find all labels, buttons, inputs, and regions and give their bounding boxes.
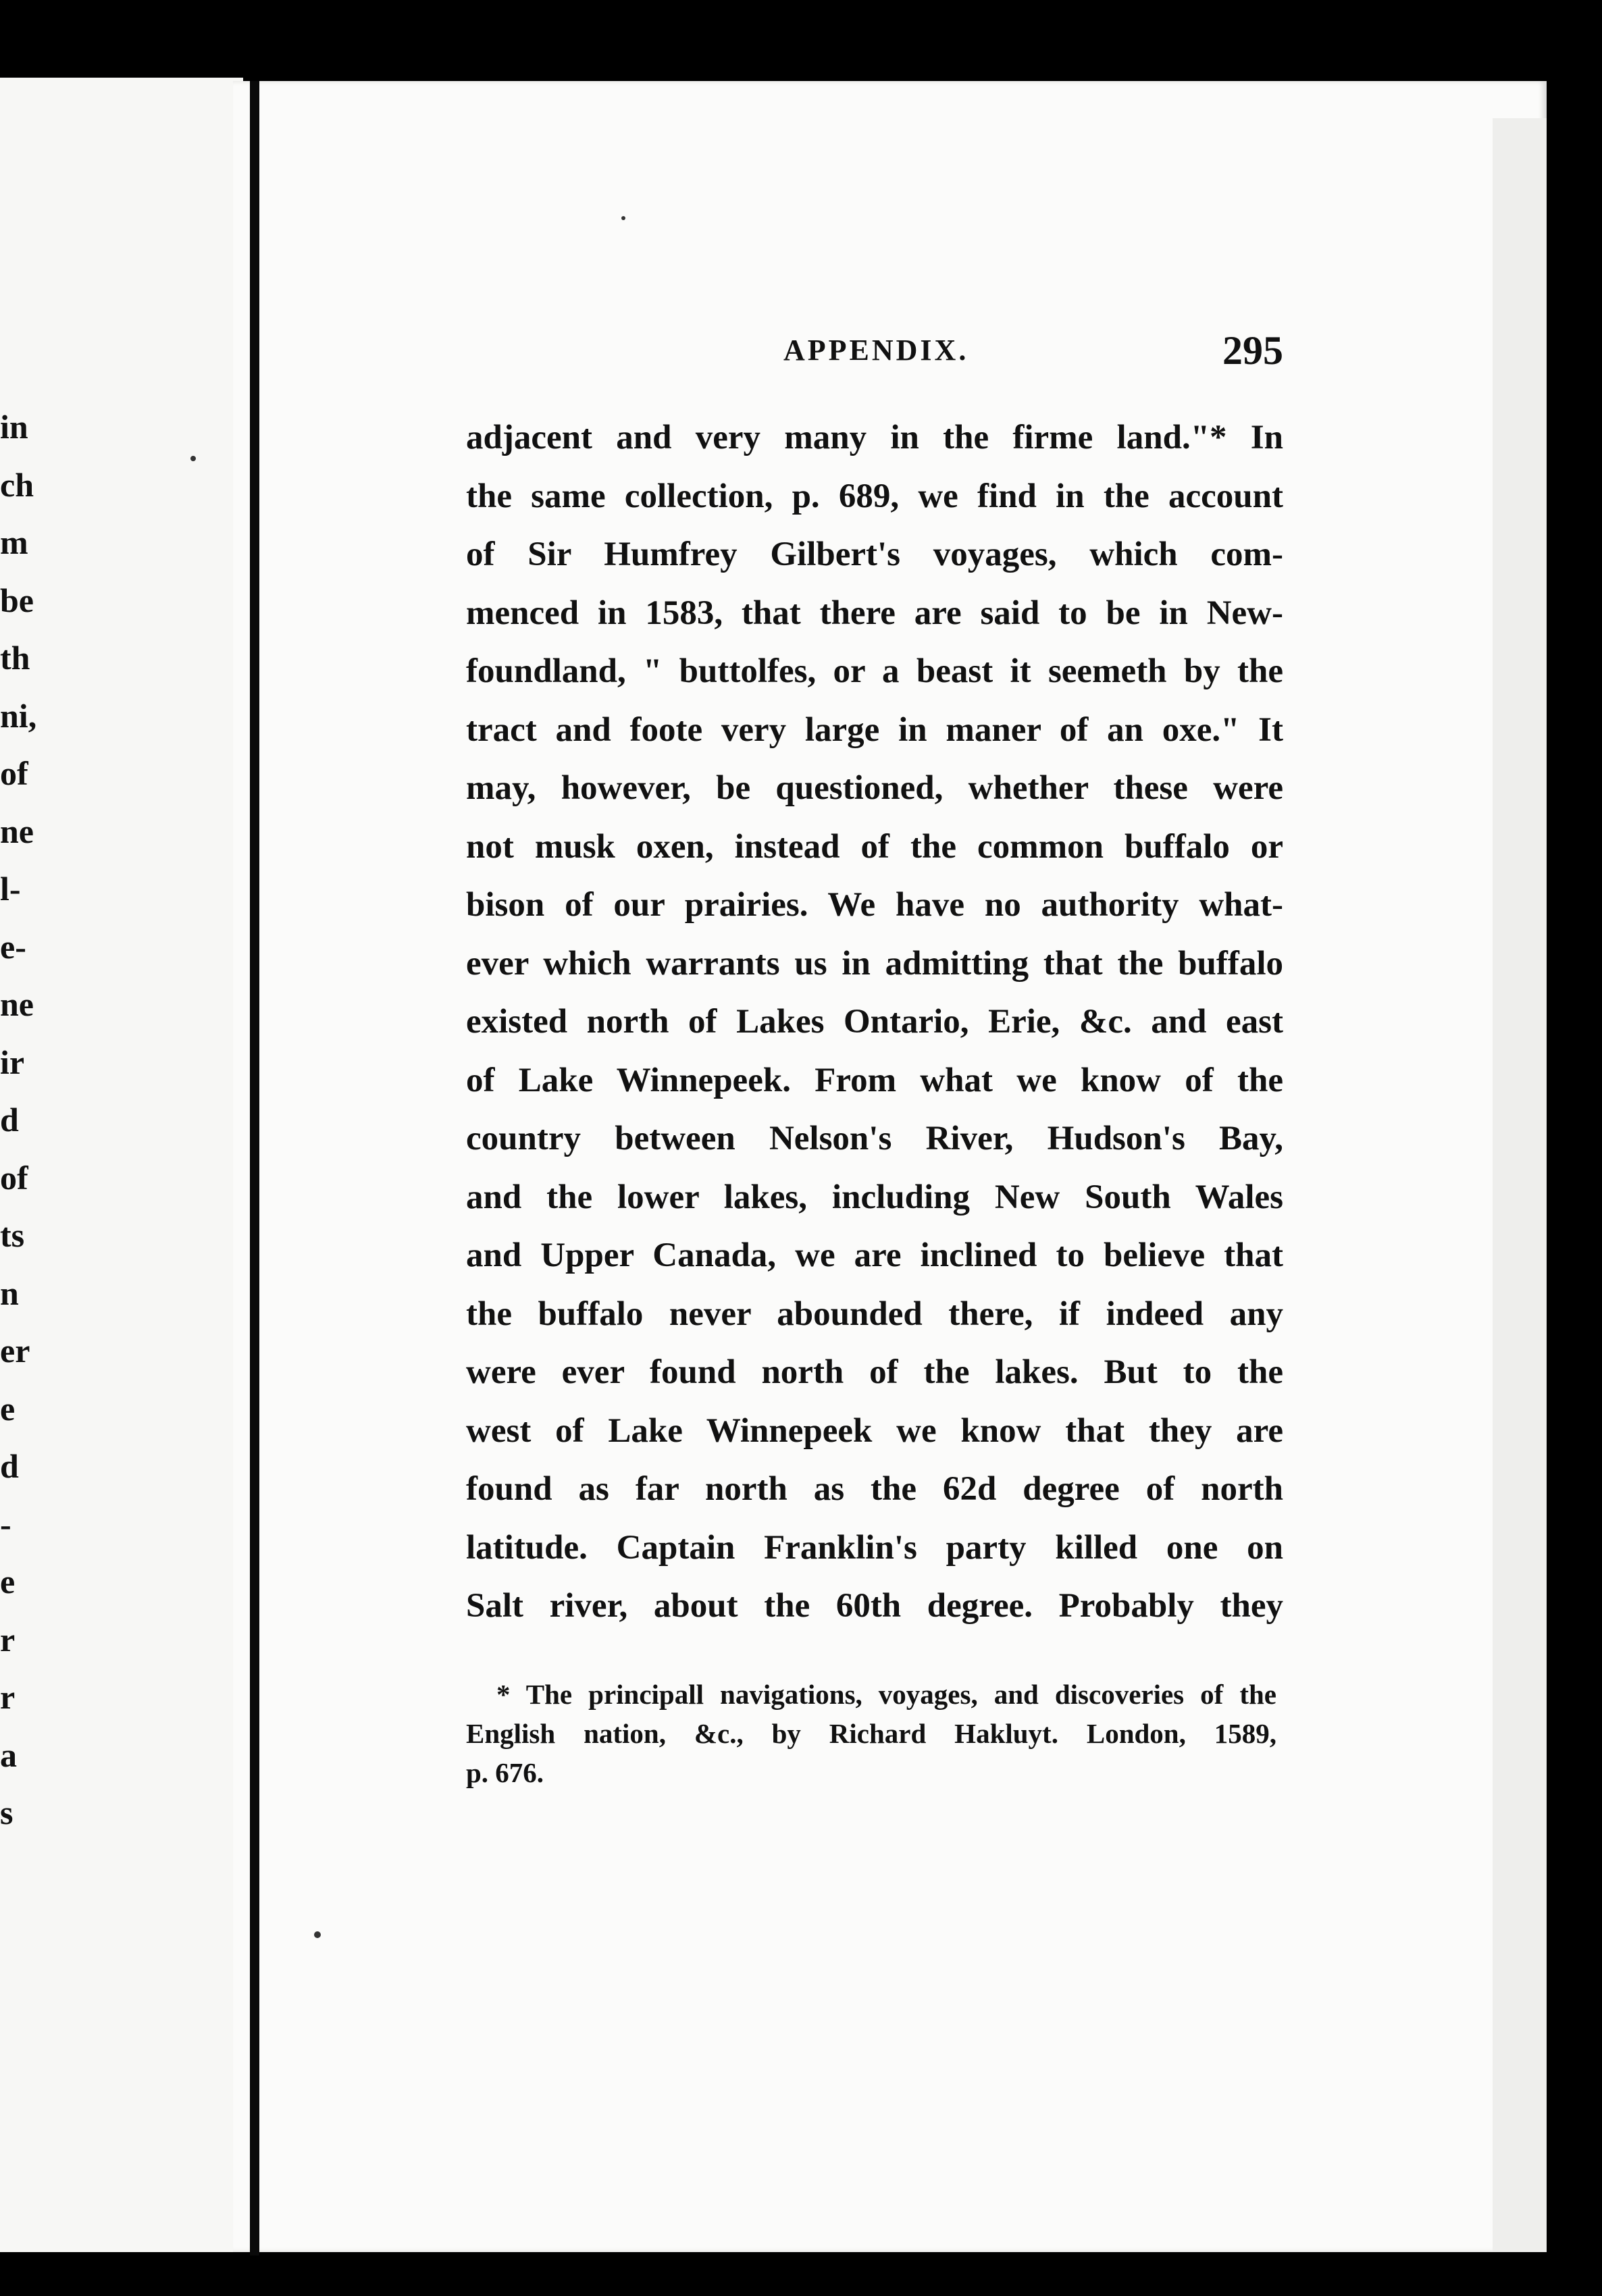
left-fragment: ir xyxy=(0,1043,25,1081)
left-page-text-fragments xyxy=(0,398,74,1842)
left-fragment: a xyxy=(0,1736,17,1774)
body-line: may, however, be questioned, whether these were xyxy=(466,769,1283,807)
left-fragment: be xyxy=(0,581,34,619)
left-fragment: ts xyxy=(0,1216,25,1254)
left-fragment: ne xyxy=(0,985,34,1023)
body-line: foundland, " buttolfes, or a beast it seemeth by the xyxy=(466,652,1283,690)
body-line: Salt river, about the 60th degree. Probably they xyxy=(466,1587,1283,1625)
body-line: the buffalo never abounded there, if indeed any xyxy=(466,1295,1283,1333)
body-line: and Upper Canada, we are inclined to believe that xyxy=(466,1236,1283,1274)
ink-speck xyxy=(621,216,625,220)
left-fragment: e- xyxy=(0,927,26,966)
body-line: were ever found north of the lakes. But to the xyxy=(466,1353,1283,1391)
body-line: tract and foote very large in maner of an oxe." It xyxy=(466,710,1283,749)
left-fragment: ne xyxy=(0,812,34,850)
body-line: menced in 1583, that there are said to be in New- xyxy=(466,594,1283,632)
left-fragment: th xyxy=(0,639,30,677)
left-fragment: m xyxy=(0,523,28,561)
body-text xyxy=(466,409,1283,1636)
left-fragment: ni, xyxy=(0,696,37,735)
left-fragment: s xyxy=(0,1794,14,1831)
body-line: the same collection, p. 689, we find in the account xyxy=(466,477,1283,515)
body-line: latitude. Captain Franklin's party killed one on xyxy=(466,1528,1283,1567)
page-edge xyxy=(1493,118,1547,2252)
body-line: west of Lake Winnepeek we know that they are xyxy=(466,1411,1283,1450)
left-fragment: in xyxy=(0,408,28,446)
gutter-line xyxy=(250,81,259,2255)
body-line: not musk oxen, instead of the common buffalo or xyxy=(466,827,1283,866)
body-line: country between Nelson's River, Hudson's Bay, xyxy=(466,1120,1283,1157)
body-line: adjacent and very many in the firme land."* In xyxy=(466,419,1283,456)
footnote xyxy=(466,1675,1276,1792)
page-number: 295 xyxy=(1222,328,1283,373)
left-fragment: r xyxy=(0,1678,16,1716)
body-line: of Lake Winnepeek. From what we know of the xyxy=(466,1061,1283,1099)
left-fragment: l- xyxy=(0,870,21,908)
left-fragment: e xyxy=(0,1389,16,1428)
left-fragment: er xyxy=(0,1332,30,1369)
ink-speck xyxy=(190,456,196,461)
running-title: APPENDIX. xyxy=(783,334,969,367)
footnote-line: p. 676. xyxy=(466,1757,544,1788)
body-line: of Sir Humfrey Gilbert's voyages, which com- xyxy=(466,536,1283,573)
left-fragment: r xyxy=(0,1620,16,1659)
ink-speck xyxy=(314,1931,321,1938)
left-fragment: ch xyxy=(0,465,34,504)
body-line: found as far north as the 62d degree of north xyxy=(466,1470,1283,1508)
body-line: bison of our prairies. We have no authority what- xyxy=(466,886,1283,924)
left-fragment: n xyxy=(0,1274,19,1312)
footnote-line: English nation, &c., by Richard Hakluyt. London, 1589, xyxy=(466,1718,1276,1749)
footnote-line: * The principall navigations, voyages, and discoveries of the xyxy=(496,1679,1276,1710)
body-line: ever which warrants us in admitting that the buffalo xyxy=(466,944,1283,983)
left-fragment: - xyxy=(0,1505,11,1543)
running-head xyxy=(473,328,1283,375)
left-fragment: d xyxy=(0,1101,19,1139)
body-line: and the lower lakes, including New South Wales xyxy=(466,1178,1283,1216)
body-line: existed north of Lakes Ontario, Erie, &c. and east xyxy=(466,1003,1283,1041)
left-fragment: d xyxy=(0,1447,19,1485)
left-fragment: e xyxy=(0,1563,16,1600)
left-fragment: of xyxy=(0,754,28,792)
left-fragment: of xyxy=(0,1158,28,1197)
